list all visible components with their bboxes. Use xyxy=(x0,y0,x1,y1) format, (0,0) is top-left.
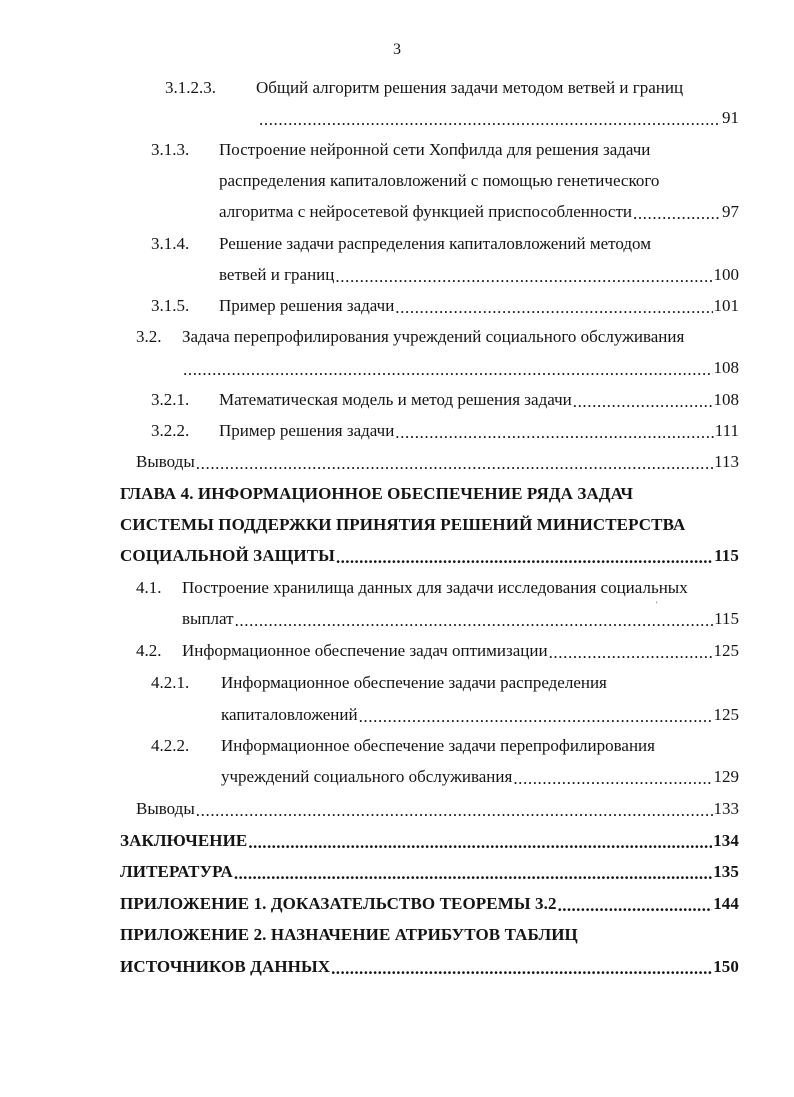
dot-leader xyxy=(235,614,714,634)
toc-page: 125 xyxy=(713,705,739,724)
toc-page: 108 xyxy=(713,358,739,377)
toc-page: 115 xyxy=(714,609,739,628)
dot-leader xyxy=(234,867,712,887)
toc-page: 108 xyxy=(713,390,739,409)
toc-title-continued: капиталовложений xyxy=(221,705,358,724)
toc-number: 4.2.2. xyxy=(151,736,190,755)
toc-entry-32[interactable] xyxy=(136,322,684,352)
toc-title: ПРИЛОЖЕНИЕ 1. ДОКАЗАТЕЛЬСТВО ТЕОРЕМЫ 3.2 xyxy=(120,894,557,913)
toc-number: 4.2.1. xyxy=(151,673,190,692)
toc-title-continued: распределения капиталовложений с помощью генетического xyxy=(219,171,660,190)
toc-number: 3.2.2. xyxy=(151,421,190,440)
toc-leader-row[interactable] xyxy=(219,260,739,290)
toc-leader-row[interactable] xyxy=(221,700,739,730)
toc-title: Выводы xyxy=(136,799,195,818)
toc-leader-row[interactable] xyxy=(120,541,739,571)
toc-entry-315[interactable] xyxy=(151,291,739,321)
toc-page: 100 xyxy=(713,265,739,284)
dot-leader xyxy=(183,363,713,383)
page-number: 3 xyxy=(393,41,401,58)
toc-page: 91 xyxy=(722,108,739,127)
dot-leader xyxy=(248,836,712,856)
dot-leader xyxy=(259,113,721,133)
toc-entry-appendix-1[interactable] xyxy=(120,889,739,919)
toc-title-continued: выплат xyxy=(182,609,234,628)
toc-title: Выводы xyxy=(136,452,195,471)
toc-entry-421[interactable] xyxy=(151,668,607,698)
toc-page: 125 xyxy=(713,641,739,660)
toc-number: 4.1. xyxy=(136,578,162,597)
toc-number: 3.2. xyxy=(136,327,162,346)
toc-entry-42[interactable] xyxy=(136,636,739,666)
toc-entry-appendix-2[interactable] xyxy=(120,920,578,950)
toc-page: 144 xyxy=(713,894,739,913)
toc-page: 113 xyxy=(714,452,739,471)
toc-title: ЛИТЕРАТУРА xyxy=(120,862,233,881)
dot-leader xyxy=(573,395,713,415)
dot-leader xyxy=(359,710,713,730)
toc-title: Построение нейронной сети Хопфилда для решения задачи xyxy=(219,140,651,159)
toc-number: 3.1.3. xyxy=(151,140,190,159)
dot-leader xyxy=(633,207,721,227)
dot-leader xyxy=(196,804,713,824)
toc-title-continued: СИСТЕМЫ ПОДДЕРЖКИ ПРИНЯТИЯ РЕШЕНИЙ МИНИСТЕРСТВА xyxy=(120,515,686,534)
toc-leader-row[interactable] xyxy=(182,604,739,634)
scan-speck: ' xyxy=(656,600,658,609)
toc-title-continued: ветвей и границ xyxy=(219,265,335,284)
toc-entry-chapter-4[interactable] xyxy=(120,479,633,509)
toc-page: 129 xyxy=(713,767,739,786)
toc-number: 4.2. xyxy=(136,641,162,660)
toc-leader-row[interactable] xyxy=(120,952,739,982)
toc-entry-314[interactable] xyxy=(151,229,651,259)
toc-page: 134 xyxy=(713,831,739,850)
toc-entry-422[interactable] xyxy=(151,731,655,761)
toc-entry-41[interactable] xyxy=(136,573,688,609)
toc-leader-row[interactable] xyxy=(182,353,739,383)
toc-entry-3123[interactable] xyxy=(165,73,683,103)
dot-leader xyxy=(336,551,713,571)
toc-page: 133 xyxy=(713,799,739,818)
toc-title: Решение задачи распределения капиталовложений методом xyxy=(219,234,651,253)
toc-entry-conclusions-4[interactable] xyxy=(136,794,739,824)
toc-title-continued: алгоритма с нейросетевой функцией приспособленности xyxy=(219,202,632,221)
toc-title: Информационное обеспечение задач оптимизации xyxy=(182,641,548,660)
toc-number: 3.1.5. xyxy=(151,296,190,315)
toc-entry-313[interactable] xyxy=(151,135,650,165)
toc-title: Общий алгоритм решения задачи методом ветвей и границ xyxy=(256,78,684,97)
dot-leader xyxy=(513,772,712,792)
toc-title: ГЛАВА 4. ИНФОРМАЦИОННОЕ ОБЕСПЕЧЕНИЕ РЯДА ЗАДАЧ xyxy=(120,484,634,503)
toc-page: 111 xyxy=(714,421,739,440)
dot-leader xyxy=(395,426,713,446)
dot-leader xyxy=(335,270,712,290)
toc-title: Пример решения задачи xyxy=(219,296,395,315)
toc-title: ПРИЛОЖЕНИЕ 2. НАЗНАЧЕНИЕ АТРИБУТОВ ТАБЛИЦ xyxy=(120,925,578,944)
toc-title: Информационное обеспечение задачи распределения xyxy=(221,673,607,692)
toc-title: Задача перепрофилирования учреждений социального обслуживания xyxy=(182,327,685,346)
toc-title: Пример решения задачи xyxy=(219,421,395,440)
toc-leader-row[interactable] xyxy=(258,103,739,133)
toc-title-continued: учреждений социального обслуживания xyxy=(221,767,513,786)
toc-title: Математическая модель и метод решения задачи xyxy=(219,390,572,409)
toc-number: 3.2.1. xyxy=(151,390,190,409)
toc-title: ЗАКЛЮЧЕНИЕ xyxy=(120,831,248,850)
dot-leader xyxy=(395,301,712,321)
toc-page: 150 xyxy=(713,957,739,976)
toc-number: 3.1.2.3. xyxy=(165,78,216,97)
dot-leader xyxy=(331,962,712,982)
dot-leader xyxy=(196,457,713,477)
toc-page: 115 xyxy=(714,546,739,565)
dot-leader xyxy=(549,646,713,666)
toc-title: Построение хранилища данных для задачи исследования социальных xyxy=(182,578,688,597)
toc-entry-conclusion[interactable] xyxy=(120,826,739,856)
toc-page: 97 xyxy=(722,202,739,221)
toc-title: Информационное обеспечение задачи перепрофилирования xyxy=(221,736,655,755)
toc-number: 3.1.4. xyxy=(151,234,190,253)
toc-page: 101 xyxy=(713,296,739,315)
toc-entry-literature[interactable] xyxy=(120,857,739,887)
toc-title-continued: ИСТОЧНИКОВ ДАННЫХ xyxy=(120,957,331,976)
toc-leader-row[interactable] xyxy=(219,197,739,227)
toc-entry-322[interactable] xyxy=(151,416,739,446)
toc-entry-conclusions-3[interactable] xyxy=(136,447,739,477)
toc-entry-321[interactable] xyxy=(151,385,739,415)
toc-page: 135 xyxy=(713,862,739,881)
toc-title-continued: СОЦИАЛЬНОЙ ЗАЩИТЫ xyxy=(120,546,335,565)
dot-leader xyxy=(558,899,713,919)
toc-leader-row[interactable] xyxy=(221,762,739,792)
